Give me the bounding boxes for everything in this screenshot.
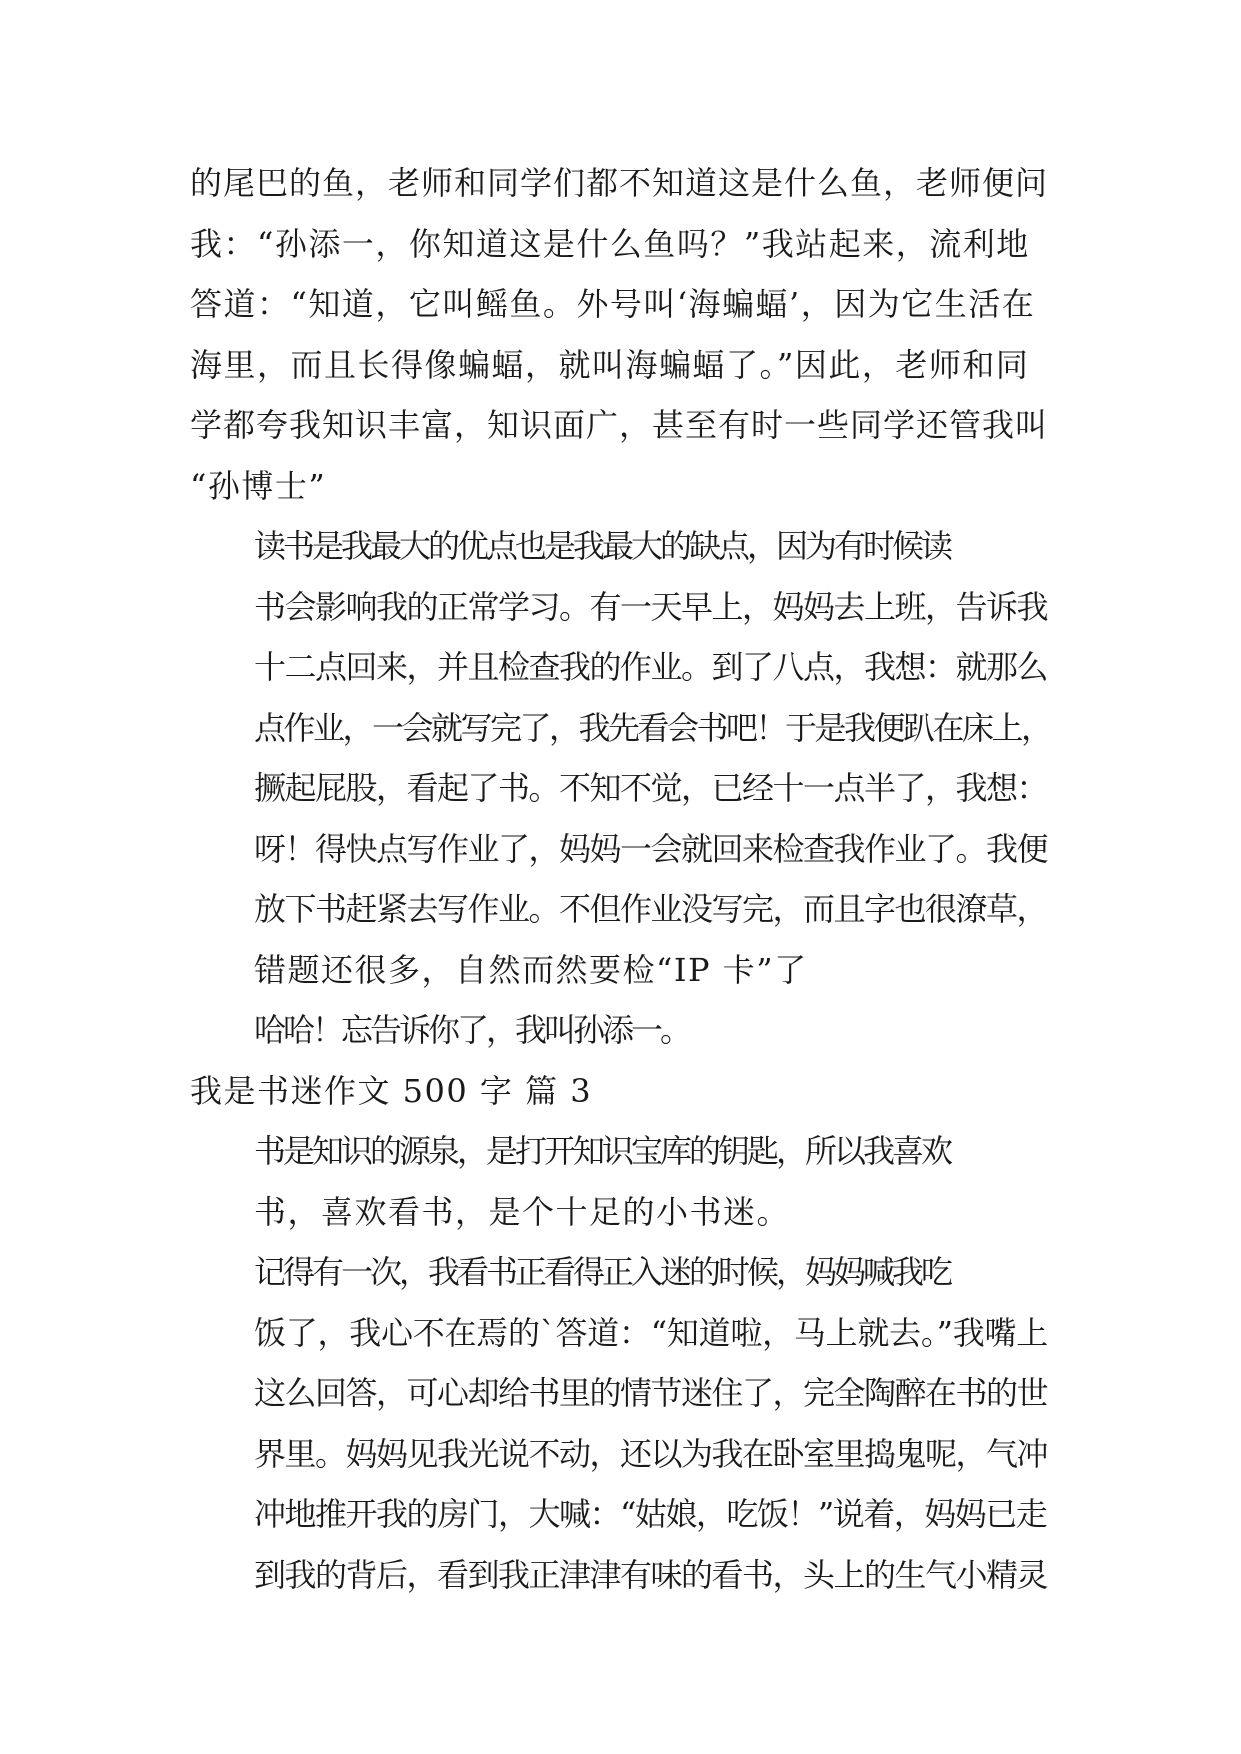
text-line: 我：“孙添一，你知道这是什么鱼吗？”我站起来，流利地 (190, 224, 1030, 263)
text-line: 记得有一次，我看书正看得正入迷的时候，妈妈喊我吃 (254, 1253, 951, 1291)
text-line: “孙博士” (190, 466, 327, 505)
text-line: 哈哈！忘告诉你了，我叫孙添一。 (254, 1011, 690, 1049)
text-line: 读书是我最大的优点也是我最大的缺点，因为有时候读 (254, 527, 951, 565)
text-line: 错题还很多，自然而然要检“IP 卡”了 (254, 950, 808, 989)
paragraph (190, 1242, 1052, 1605)
text-line: 到我的背后，看到我正津津有味的看书，头上的生气小精灵 (254, 1555, 1048, 1594)
text-line: 十二点回来，并且检查我的作业。到了八点，我想：就那么 (254, 648, 1048, 686)
paragraph (190, 1121, 1052, 1242)
text-line: 撅起屁股，看起了书。不知不觉，已经十一点半了，我想： (254, 769, 1048, 807)
paragraph (190, 1000, 1052, 1061)
text-line: 答道：“知道，它叫鳐鱼。外号叫‘海蝙蝠’，因为它生活在 (190, 285, 1036, 323)
text-line: 书，喜欢看书，是个十足的小书迷。 (254, 1192, 791, 1231)
text-line: 书会影响我的正常学习。有一天早上，妈妈去上班，告诉我 (254, 587, 1048, 626)
text-line: 冲地推开我的房门，大喊：“姑娘，吃饭！”说着，妈妈已走 (254, 1495, 1047, 1533)
text-line: 点作业，一会就写完了，我先看会书吧！于是我便趴在床上， (254, 708, 1051, 747)
text-line: 书是知识的源泉，是打开知识宝库的钥匙，所以我喜欢 (254, 1132, 951, 1170)
document-body (190, 153, 1052, 1605)
paragraph (190, 153, 1052, 516)
text-line: 的尾巴的鱼，老师和同学们都不知道这是什么鱼，老师便问 (190, 164, 1049, 202)
text-line: 界里。妈妈见我光说不动，还以为我在卧室里捣鬼呢，气冲 (254, 1434, 1048, 1473)
text-line: 饭了，我心不在焉的`答道：“知道啦，马上就去。”我嘴上 (254, 1313, 1048, 1352)
text-line: 学都夸我知识丰富，知识面广，甚至有时一些同学还管我叫 (190, 406, 1049, 444)
paragraph (190, 516, 1052, 1000)
text-line: 海里，而且长得像蝙蝠，就叫海蝙蝠了。”因此，老师和同 (190, 345, 1030, 384)
text-line: 呀！得快点写作业了，妈妈一会就回来检查我作业了。我便 (254, 829, 1048, 868)
text-line: 这么回答，可心却给书里的情节迷住了，完全陶醉在书的世 (254, 1374, 1048, 1412)
text-line: 我是书迷作文 500 字 篇 3 (190, 1071, 593, 1110)
text-line: 放下书赶紧去写作业。不但作业没写完，而且字也很潦草， (254, 890, 1048, 928)
section-heading (190, 1061, 1052, 1122)
